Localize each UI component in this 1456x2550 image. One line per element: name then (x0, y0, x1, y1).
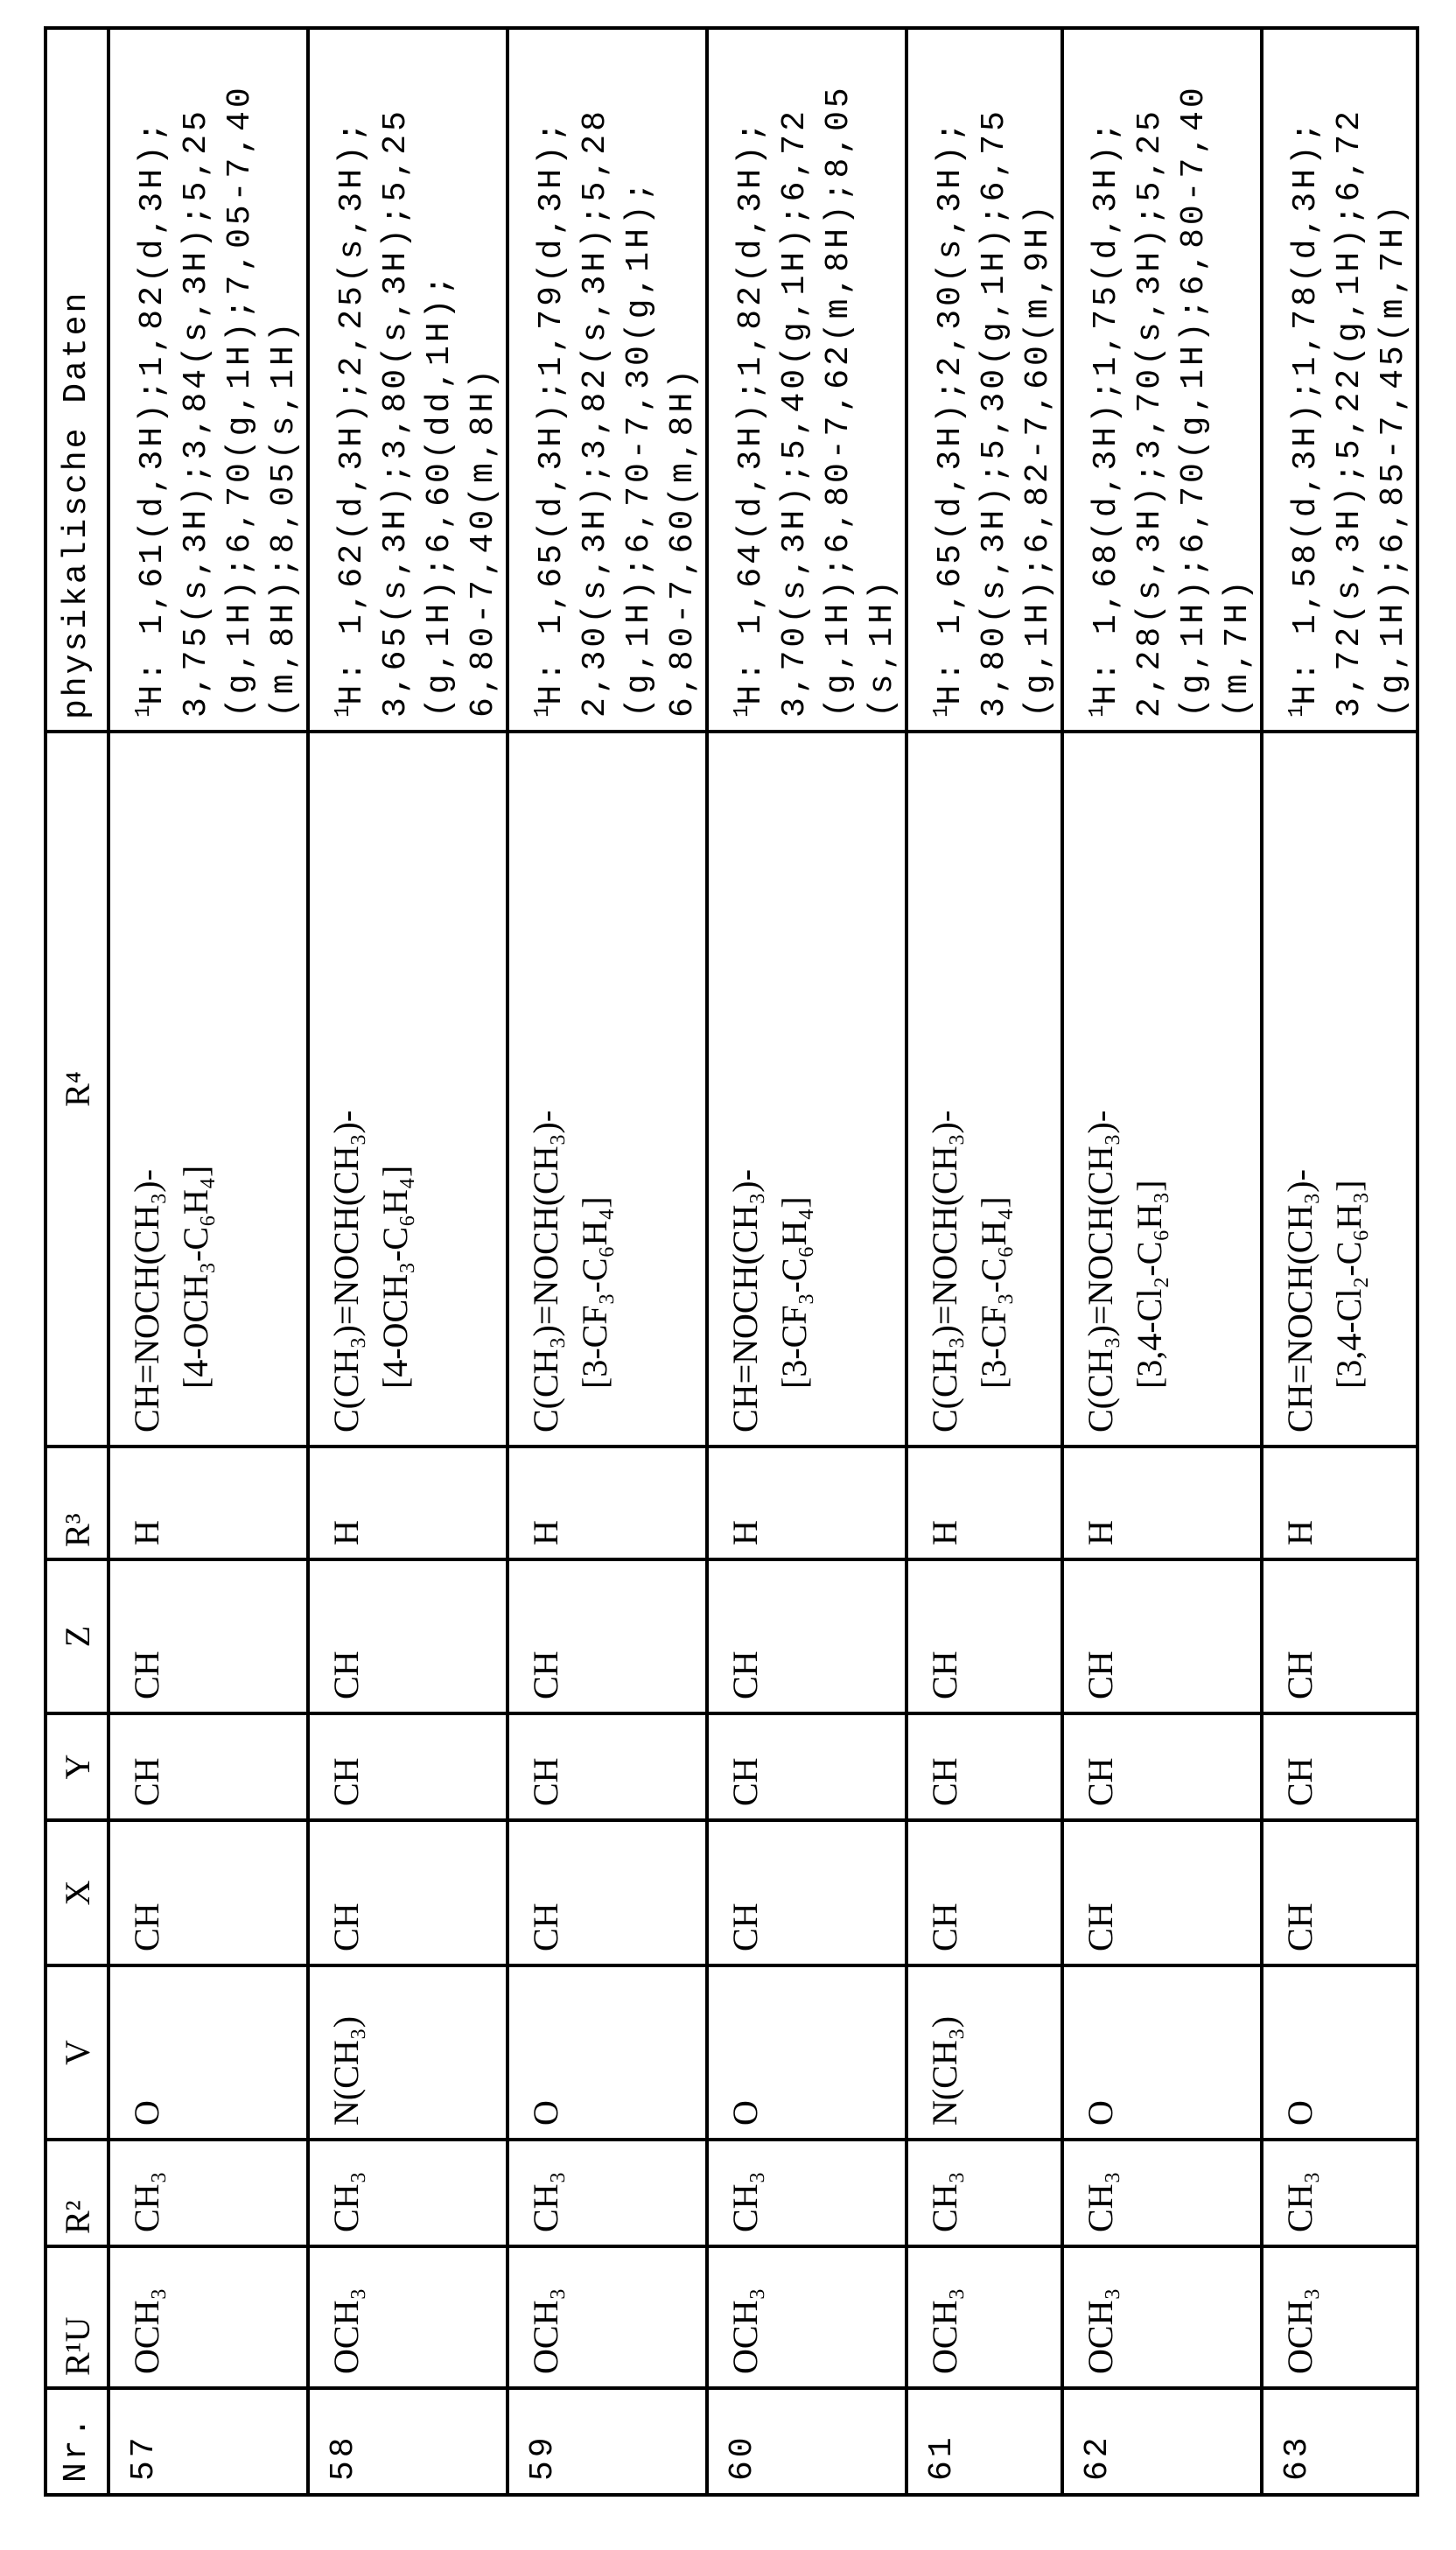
cell-y: CH (707, 1713, 906, 1820)
header-r3: R³ (46, 1447, 108, 1559)
nmr-superscript: 1 (930, 705, 954, 718)
cell-r4 (1262, 732, 1418, 1447)
cell-r2: CH₃ (1262, 2140, 1418, 2246)
nmr-text: 2,28(s,3H);3,70(s,3H);5,25 (1131, 108, 1169, 718)
nmr-text: (g,1H);6,70-7,30(g,1H); (620, 179, 658, 718)
nmr-text: (m,7H) (1219, 577, 1256, 718)
cell-r3: H (906, 1447, 1062, 1559)
cell-nr: 57 (108, 2388, 308, 2495)
nmr-line (861, 40, 905, 718)
cell-phys (108, 28, 308, 732)
cell-r1u: OCH₃ (1062, 2246, 1262, 2388)
nmr-superscript: 1 (531, 705, 555, 718)
cell-r2: CH₃ (308, 2140, 508, 2246)
cell-x: CH (1262, 1820, 1418, 1965)
cell-y: CH (1062, 1713, 1262, 1820)
nmr-line (1017, 40, 1060, 718)
cell-v: O (508, 1965, 707, 2140)
nmr-line (817, 40, 861, 718)
cell-phys (707, 28, 906, 732)
header-x: X (46, 1820, 108, 1965)
table-row (906, 28, 1062, 2495)
r4-line: [4-OCH₃-C₆H₄] (371, 744, 420, 1433)
cell-x: CH (508, 1820, 707, 1965)
nmr-line (1372, 40, 1416, 718)
header-phys: physikalische Daten (46, 28, 108, 732)
r4-line: C(CH₃)=NOCH(CH₃)- (1076, 744, 1125, 1433)
nmr-text: 3,72(s,3H);5,22(g,1H);6,72 (1331, 108, 1368, 718)
cell-x: CH (108, 1820, 308, 1965)
cell-phys (906, 28, 1062, 732)
cell-x: CH (1062, 1820, 1262, 1965)
cell-nr: 59 (508, 2388, 707, 2495)
nmr-line (522, 40, 574, 718)
cell-x: CH (308, 1820, 508, 1965)
nmr-line (374, 40, 418, 718)
cell-r2: CH₃ (508, 2140, 707, 2246)
cell-z: CH (108, 1559, 308, 1713)
nmr-line (1129, 40, 1172, 718)
cell-r4 (707, 732, 906, 1447)
nmr-text: (g,1H);6,85-7,45(m,7H) (1375, 201, 1412, 718)
nmr-superscript: 1 (731, 705, 754, 718)
cell-r1u: OCH₃ (1262, 2246, 1418, 2388)
cell-nr: 60 (707, 2388, 906, 2495)
r4-line: [3-CF₃-C₆H₄] (770, 744, 819, 1433)
cell-r3: H (508, 1447, 707, 1559)
nmr-text: H: 1,64(d,3H);1,82(d,3H); (732, 119, 770, 705)
r4-line: C(CH₃)=NOCH(CH₃)- (522, 744, 570, 1433)
cell-y: CH (308, 1713, 508, 1820)
nmr-text: (g,1H);6,70(g,1H);7,05-7,40 (221, 84, 259, 718)
nmr-text: 6,80-7,60(m,8H) (664, 366, 702, 718)
nmr-text: (g,1H);6,70(g,1H);6,80-7,40 (1175, 84, 1213, 718)
cell-z: CH (508, 1559, 707, 1713)
r4-line: [3-CF₃-C₆H₄] (970, 744, 1018, 1433)
cell-r4 (108, 732, 308, 1447)
cell-r4 (308, 732, 508, 1447)
cell-v: O (707, 1965, 906, 2140)
nmr-line (462, 40, 506, 718)
nmr-line (920, 40, 973, 718)
table-row (508, 28, 707, 2495)
nmr-line (1216, 40, 1260, 718)
cell-y: CH (108, 1713, 308, 1820)
nmr-text: (g,1H);6,82-7,60(m,9H) (1019, 201, 1057, 718)
nmr-text: 3,75(s,3H);3,84(s,3H);5,25 (178, 108, 215, 718)
header-y: Y (46, 1713, 108, 1820)
cell-nr: 63 (1262, 2388, 1418, 2495)
nmr-text: 2,30(s,3H);3,82(s,3H);5,28 (577, 108, 614, 718)
cell-z: CH (707, 1559, 906, 1713)
r4-line: CH=NOCH(CH₃)- (1276, 744, 1325, 1433)
nmr-line (1172, 40, 1216, 718)
nmr-text: H: 1,58(d,3H);1,78(d,3H); (1287, 119, 1325, 705)
cell-y: CH (508, 1713, 707, 1820)
r4-line: [4-OCH₃-C₆H₄] (172, 744, 220, 1433)
header-r1u: R¹U (46, 2246, 108, 2388)
nmr-line (262, 40, 306, 718)
cell-r3: H (108, 1447, 308, 1559)
r4-line: CH=NOCH(CH₃)- (122, 744, 172, 1433)
cell-nr: 61 (906, 2388, 1062, 2495)
cell-x: CH (906, 1820, 1062, 1965)
cell-v: N(CH₃) (308, 1965, 508, 2140)
table-row (308, 28, 508, 2495)
nmr-text: H: 1,65(d,3H);1,79(d,3H); (533, 119, 570, 705)
cell-v: O (108, 1965, 308, 2140)
cell-phys (508, 28, 707, 732)
nmr-line (175, 40, 219, 718)
cell-r2: CH₃ (707, 2140, 906, 2246)
cell-r1u: OCH₃ (707, 2246, 906, 2388)
compound-table (44, 26, 1419, 2497)
cell-v: O (1262, 1965, 1418, 2140)
cell-r2: CH₃ (906, 2140, 1062, 2246)
nmr-text: (s,1H) (864, 577, 901, 718)
cell-r3: H (707, 1447, 906, 1559)
cell-r2: CH₃ (108, 2140, 308, 2246)
cell-z: CH (308, 1559, 508, 1713)
cell-v: N(CH₃) (906, 1965, 1062, 2140)
header-z: Z (46, 1559, 108, 1713)
header-row (46, 28, 108, 2495)
cell-r1u: OCH₃ (508, 2246, 707, 2388)
nmr-text: (g,1H);6,60(dd,1H); (421, 272, 458, 718)
cell-x: CH (707, 1820, 906, 1965)
nmr-superscript: 1 (1086, 705, 1110, 718)
nmr-text: 3,70(s,3H);5,40(g,1H);6,72 (776, 108, 814, 718)
nmr-line (219, 40, 262, 718)
table-body (108, 28, 1418, 2495)
nmr-text: H: 1,65(d,3H);2,30(s,3H); (932, 119, 970, 705)
cell-phys (308, 28, 508, 732)
header-r2: R² (46, 2140, 108, 2246)
nmr-text: H: 1,68(d,3H);1,75(d,3H); (1088, 119, 1125, 705)
r4-line: CH=NOCH(CH₃)- (721, 744, 770, 1433)
nmr-text: 6,80-7,40(m,8H) (465, 366, 502, 718)
table-row (108, 28, 308, 2495)
nmr-superscript: 1 (132, 705, 156, 718)
r4-line: C(CH₃)=NOCH(CH₃)- (920, 744, 970, 1433)
cell-r1u: OCH₃ (108, 2246, 308, 2388)
nmr-superscript: 1 (332, 705, 355, 718)
r4-line: [3,4-Cl₂-C₆H₃] (1325, 744, 1374, 1433)
r4-line: [3-CF₃-C₆H₄] (570, 744, 620, 1433)
cell-r3: H (1262, 1447, 1418, 1559)
cell-nr: 58 (308, 2388, 508, 2495)
header-r4: R⁴ (46, 732, 108, 1447)
cell-r4 (906, 732, 1062, 1447)
table-row (1262, 28, 1418, 2495)
rotated-table-container (44, 30, 1382, 2497)
nmr-line (721, 40, 774, 718)
nmr-text: 3,80(s,3H);5,30(g,1H);6,75 (976, 108, 1013, 718)
nmr-superscript: 1 (1285, 705, 1309, 718)
nmr-line (662, 40, 705, 718)
nmr-text: (g,1H);6,80-7,62(m,8H);8,05 (820, 84, 858, 718)
nmr-line (574, 40, 618, 718)
cell-y: CH (1262, 1713, 1418, 1820)
cell-r4 (508, 732, 707, 1447)
nmr-line (122, 40, 175, 718)
cell-r2: CH₃ (1062, 2140, 1262, 2246)
table-row (1062, 28, 1262, 2495)
cell-phys (1262, 28, 1418, 732)
nmr-line (322, 40, 374, 718)
table-row (707, 28, 906, 2495)
nmr-line (1276, 40, 1328, 718)
header-v: V (46, 1965, 108, 2140)
nmr-line (618, 40, 662, 718)
header-nr: Nr. (46, 2388, 108, 2495)
cell-nr: 62 (1062, 2388, 1262, 2495)
nmr-line (1328, 40, 1372, 718)
cell-z: CH (1262, 1559, 1418, 1713)
cell-r4 (1062, 732, 1262, 1447)
cell-z: CH (1062, 1559, 1262, 1713)
nmr-text: (m,8H);8,05(s,1H) (265, 319, 303, 718)
cell-y: CH (906, 1713, 1062, 1820)
cell-z: CH (906, 1559, 1062, 1713)
nmr-text: H: 1,62(d,3H);2,25(s,3H); (333, 119, 371, 705)
nmr-text: 3,65(s,3H);3,80(s,3H);5,25 (377, 108, 415, 718)
cell-r3: H (1062, 1447, 1262, 1559)
cell-r1u: OCH₃ (308, 2246, 508, 2388)
nmr-line (774, 40, 817, 718)
cell-phys (1062, 28, 1262, 732)
cell-v: O (1062, 1965, 1262, 2140)
r4-line: C(CH₃)=NOCH(CH₃)- (322, 744, 371, 1433)
nmr-line (973, 40, 1017, 718)
nmr-text: H: 1,61(d,3H);1,82(d,3H); (134, 119, 172, 705)
r4-line: [3,4-Cl₂-C₆H₃] (1125, 744, 1174, 1433)
nmr-line (1076, 40, 1129, 718)
cell-r1u: OCH₃ (906, 2246, 1062, 2388)
nmr-line (418, 40, 462, 718)
cell-r3: H (308, 1447, 508, 1559)
